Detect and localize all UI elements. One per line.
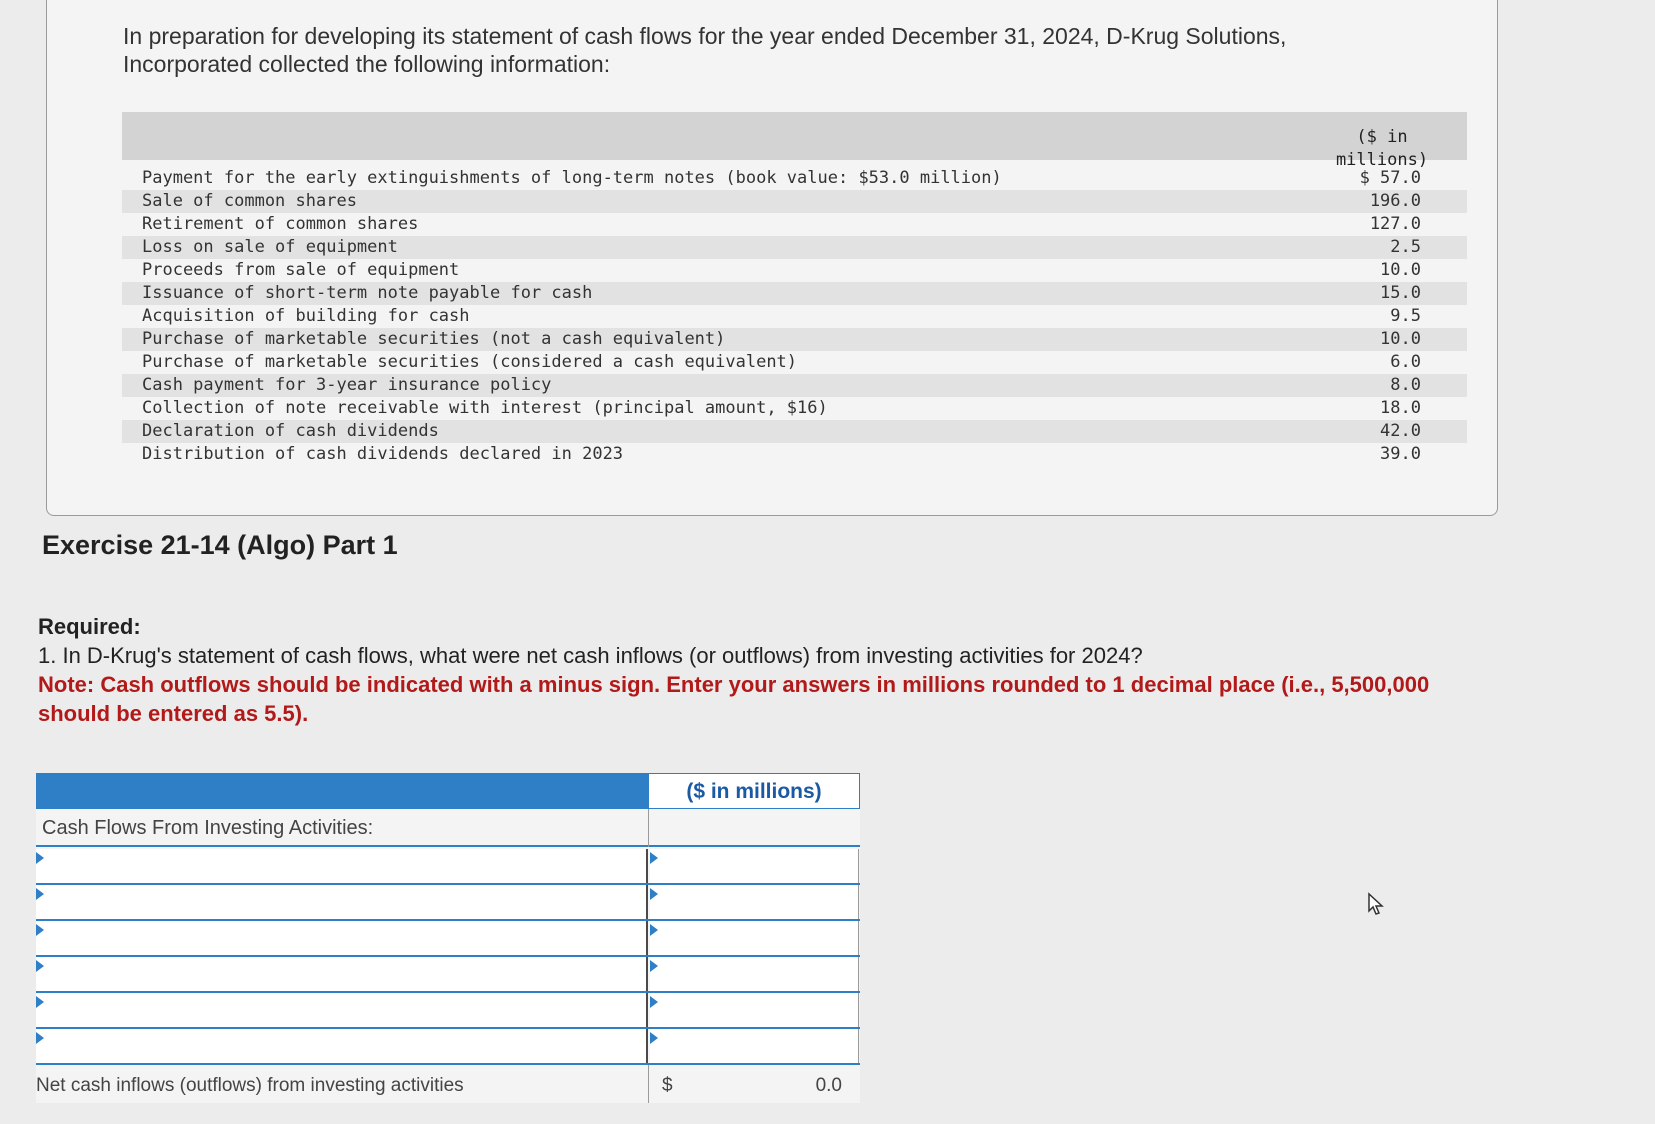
info-row-label: Payment for the early extinguishments of long-term notes (book value: $53.0 million) (142, 168, 1002, 188)
info-row (122, 351, 1467, 374)
answer-table-header (36, 773, 860, 809)
info-row (122, 167, 1467, 190)
cell-marker-icon (650, 924, 658, 936)
amount-input[interactable] (650, 993, 859, 1027)
intro-text: In preparation for developing its statement of cash flows for the year ended December 31, 2024, D-Krug Solutions, Incorporated collected the following information: (123, 23, 1287, 77)
info-row-label: Proceeds from sale of equipment (142, 260, 460, 280)
info-table (122, 112, 1467, 476)
info-row (122, 282, 1467, 305)
info-row-value: 127.0 (1369, 214, 1421, 234)
total-row (36, 1065, 860, 1103)
dropdown-marker-icon (36, 960, 44, 972)
section-row (36, 809, 860, 847)
total-value: 0.0 (815, 1075, 842, 1096)
info-row-label: Retirement of common shares (142, 214, 419, 234)
account-select[interactable] (36, 849, 648, 883)
dropdown-marker-icon (36, 1032, 44, 1044)
answer-input-row (36, 957, 860, 993)
cell-marker-icon (650, 888, 658, 900)
info-row-label: Sale of common shares (142, 191, 357, 211)
amount-input[interactable] (650, 849, 859, 883)
info-row-label: Collection of note receivable with interest (principal amount, $16) (142, 398, 828, 418)
question-text: 1. In D-Krug's statement of cash flows, what were net cash inflows (or outflows) from investing activities for 2024? (38, 643, 1143, 668)
amount-input[interactable] (650, 957, 859, 991)
unit-header: ($ in millions) (1335, 127, 1429, 170)
cell-marker-icon (650, 996, 658, 1008)
info-row-value: 42.0 (1380, 421, 1421, 441)
column-divider (648, 809, 649, 847)
answer-table (36, 773, 860, 1103)
dropdown-marker-icon (36, 924, 44, 936)
info-row-label: Acquisition of building for cash (142, 306, 470, 326)
info-row-value: 9.5 (1390, 306, 1421, 326)
required-section (38, 612, 1438, 728)
info-row-value: 15.0 (1380, 283, 1421, 303)
info-row (122, 236, 1467, 259)
info-row-label: Issuance of short-term note payable for cash (142, 283, 593, 303)
account-select[interactable] (36, 921, 648, 955)
dropdown-marker-icon (36, 852, 44, 864)
info-row-value: 18.0 (1380, 398, 1421, 418)
info-row-label: Cash payment for 3-year insurance policy (142, 375, 552, 395)
info-row-label: Declaration of cash dividends (142, 421, 439, 441)
info-row-value: 196.0 (1369, 191, 1421, 211)
info-row-value: 6.0 (1390, 352, 1421, 372)
info-row (122, 397, 1467, 420)
info-row-value: 10.0 (1380, 329, 1421, 349)
info-row-value: 10.0 (1380, 260, 1421, 280)
info-row (122, 328, 1467, 351)
info-row-value: 39.0 (1380, 444, 1421, 464)
amount-input[interactable] (650, 1029, 859, 1063)
info-row (122, 305, 1467, 328)
info-row-value: 2.5 (1390, 237, 1421, 257)
account-select[interactable] (36, 957, 648, 991)
required-label: Required: (38, 614, 141, 639)
answer-input-row (36, 885, 860, 921)
mouse-pointer-icon (1367, 892, 1387, 916)
amount-input[interactable] (650, 885, 859, 919)
answer-input-row (36, 993, 860, 1029)
amount-column-header: ($ in millions) (648, 773, 860, 809)
section-label: Cash Flows From Investing Activities: (42, 817, 374, 839)
exercise-title: Exercise 21-14 (Algo) Part 1 (42, 530, 398, 560)
info-row (122, 443, 1467, 466)
info-row-label: Loss on sale of equipment (142, 237, 398, 257)
total-label: Net cash inflows (outflows) from investing activities (36, 1075, 464, 1096)
info-row (122, 420, 1467, 443)
dropdown-marker-icon (36, 996, 44, 1008)
account-select[interactable] (36, 1029, 648, 1063)
info-row (122, 259, 1467, 282)
info-row-value: $ 57.0 (1359, 168, 1421, 188)
account-select[interactable] (36, 885, 648, 919)
answer-input-row (36, 921, 860, 957)
info-table-header (122, 112, 1467, 170)
column-divider (648, 1065, 649, 1103)
total-currency: $ (662, 1075, 673, 1096)
info-row-label: Distribution of cash dividends declared in 2023 (142, 444, 624, 464)
cell-marker-icon (650, 852, 658, 864)
answer-input-row (36, 1029, 860, 1065)
answer-input-row (36, 849, 860, 885)
info-row-value: 8.0 (1390, 375, 1421, 395)
account-select[interactable] (36, 993, 648, 1027)
info-row (122, 374, 1467, 397)
info-row (122, 190, 1467, 213)
instruction-note: Note: Cash outflows should be indicated with a minus sign. Enter your answers in millions rounded to 1 decimal place (i.e., 5,500,000 should be entered as 5.5). (38, 672, 1430, 726)
amount-input[interactable] (650, 921, 859, 955)
info-row-label: Purchase of marketable securities (not a cash equivalent) (142, 329, 726, 349)
dropdown-marker-icon (36, 888, 44, 900)
cell-marker-icon (650, 1032, 658, 1044)
info-row-label: Purchase of marketable securities (considered a cash equivalent) (142, 352, 798, 372)
cell-marker-icon (650, 960, 658, 972)
info-row (122, 213, 1467, 236)
